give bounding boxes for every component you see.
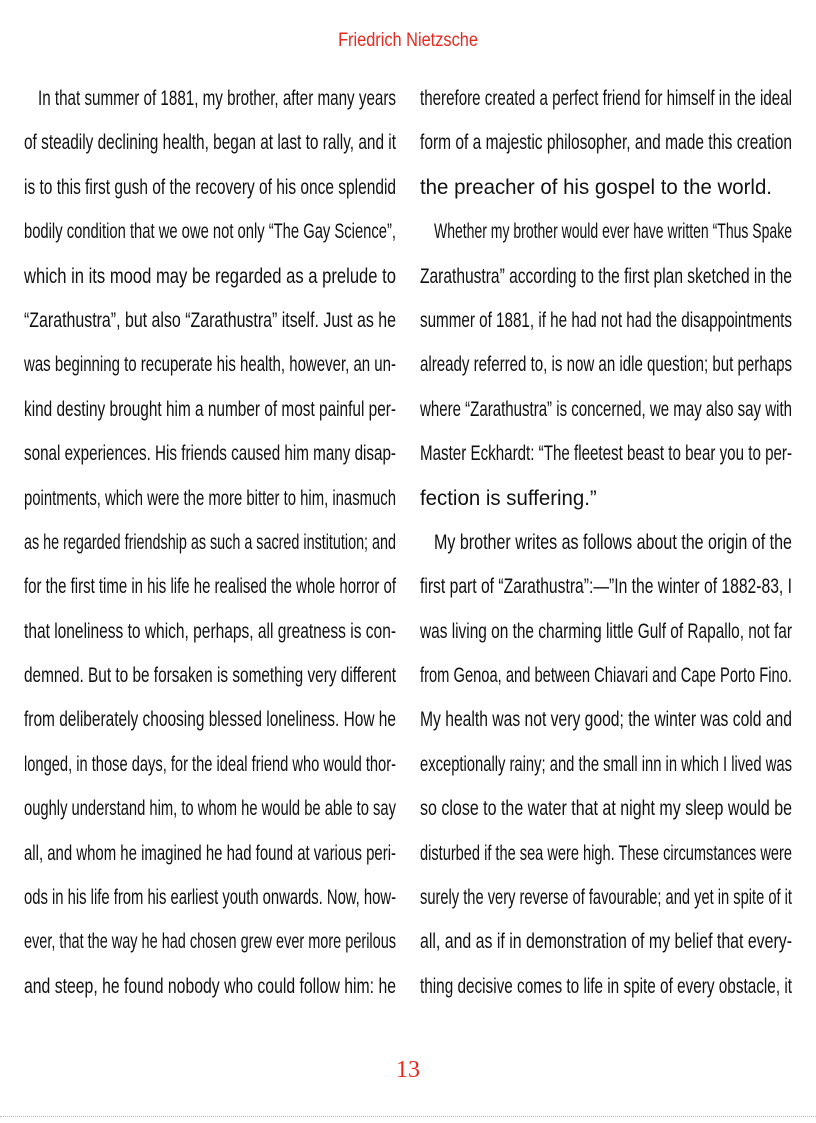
text-line: Whether my brother would ever have written “Thus Spake bbox=[434, 219, 792, 244]
text-line: from Genoa, and between Chiavari and Cape Porto Fino. bbox=[420, 663, 792, 688]
text-line: as he regarded friendship as such a sacred institution; and bbox=[24, 529, 396, 554]
text-line: In that summer of 1881, my brother, after many years bbox=[38, 86, 396, 110]
text-line: Zarathustra” according to the first plan sketched in the bbox=[420, 263, 792, 288]
text-line: and steep, he found nobody who could follow him: he bbox=[24, 973, 396, 998]
text-line: form of a majestic philosopher, and made this creation bbox=[420, 130, 792, 155]
text-line: “Zarathustra”, but also “Zarathustra” itself. Just as he bbox=[24, 307, 396, 332]
text-line: first part of “Zarathustra”:—”In the winter of 1882-83, I bbox=[420, 574, 792, 599]
text-line: all, and as if in demonstration of my belief that every- bbox=[420, 929, 792, 954]
text-line: so close to the water that at night my sleep would be bbox=[420, 796, 792, 821]
text-line: demned. But to be forsaken is something very different bbox=[24, 663, 396, 688]
text-line: which in its mood may be regarded as a prelude to bbox=[24, 263, 396, 288]
text-line: pointments, which were the more bitter to him, inasmuch bbox=[24, 485, 396, 510]
text-line: where “Zarathustra” is concerned, we may also say with bbox=[420, 396, 792, 421]
bottom-rule bbox=[0, 1116, 816, 1117]
text-line: longed, in those days, for the ideal friend who would thor- bbox=[24, 751, 396, 776]
text-line: Master Eckhardt: “The fleetest beast to bear you to per- bbox=[420, 441, 792, 466]
text-line: all, and whom he imagined he had found at various peri- bbox=[24, 840, 396, 865]
page-number: 13 bbox=[396, 1057, 420, 1083]
text-line: thing decisive comes to life in spite of every obstacle, it bbox=[420, 973, 792, 998]
text-line: of steadily declining health, began at last to rally, and it bbox=[24, 130, 396, 155]
text-line: was living on the charming little Gulf of Rapallo, not far bbox=[420, 618, 792, 643]
text-line: sonal experiences. His friends caused him many disap- bbox=[24, 441, 396, 466]
text-line: My health was not very good; the winter was cold and bbox=[420, 707, 792, 732]
text-line: already referred to, is now an idle question; but perhaps bbox=[420, 352, 792, 377]
text-line: bodily condition that we owe not only “The Gay Science”, bbox=[24, 219, 396, 244]
text-line: surely the very reverse of favourable; and yet in spite of it bbox=[420, 885, 792, 910]
text-line: is to this first gush of the recovery of his once splendid bbox=[24, 174, 396, 199]
text-line: disturbed if the sea were high. These circumstances were bbox=[420, 840, 792, 865]
text-line: ods in his life from his earliest youth onwards. Now, how- bbox=[24, 885, 396, 910]
text-line: the preacher of his gospel to the world. bbox=[420, 174, 772, 199]
text-line: ever, that the way he had chosen grew ever more perilous bbox=[24, 929, 396, 954]
text-line: therefore created a perfect friend for himself in the ideal bbox=[420, 86, 792, 110]
text-line: for the first time in his life he realised the whole horror of bbox=[24, 574, 396, 599]
right-column bbox=[420, 76, 792, 1008]
text-line: was beginning to recuperate his health, however, an un- bbox=[24, 352, 396, 377]
text-line: that loneliness to which, perhaps, all greatness is con- bbox=[24, 618, 396, 643]
running-head: Friedrich Nietzsche bbox=[338, 30, 478, 51]
text-line: from deliberately choosing blessed loneliness. How he bbox=[24, 707, 396, 732]
text-line: My brother writes as follows about the origin of the bbox=[434, 529, 792, 554]
text-line: kind destiny brought him a number of most painful per- bbox=[24, 396, 396, 421]
text-line: fection is suffering.” bbox=[420, 485, 597, 510]
text-line: summer of 1881, if he had not had the disappointments bbox=[420, 307, 792, 332]
text-line: oughly understand him, to whom he would be able to say bbox=[24, 796, 397, 821]
left-column bbox=[24, 76, 396, 1008]
text-line: exceptionally rainy; and the small inn in which I lived was bbox=[420, 751, 792, 776]
